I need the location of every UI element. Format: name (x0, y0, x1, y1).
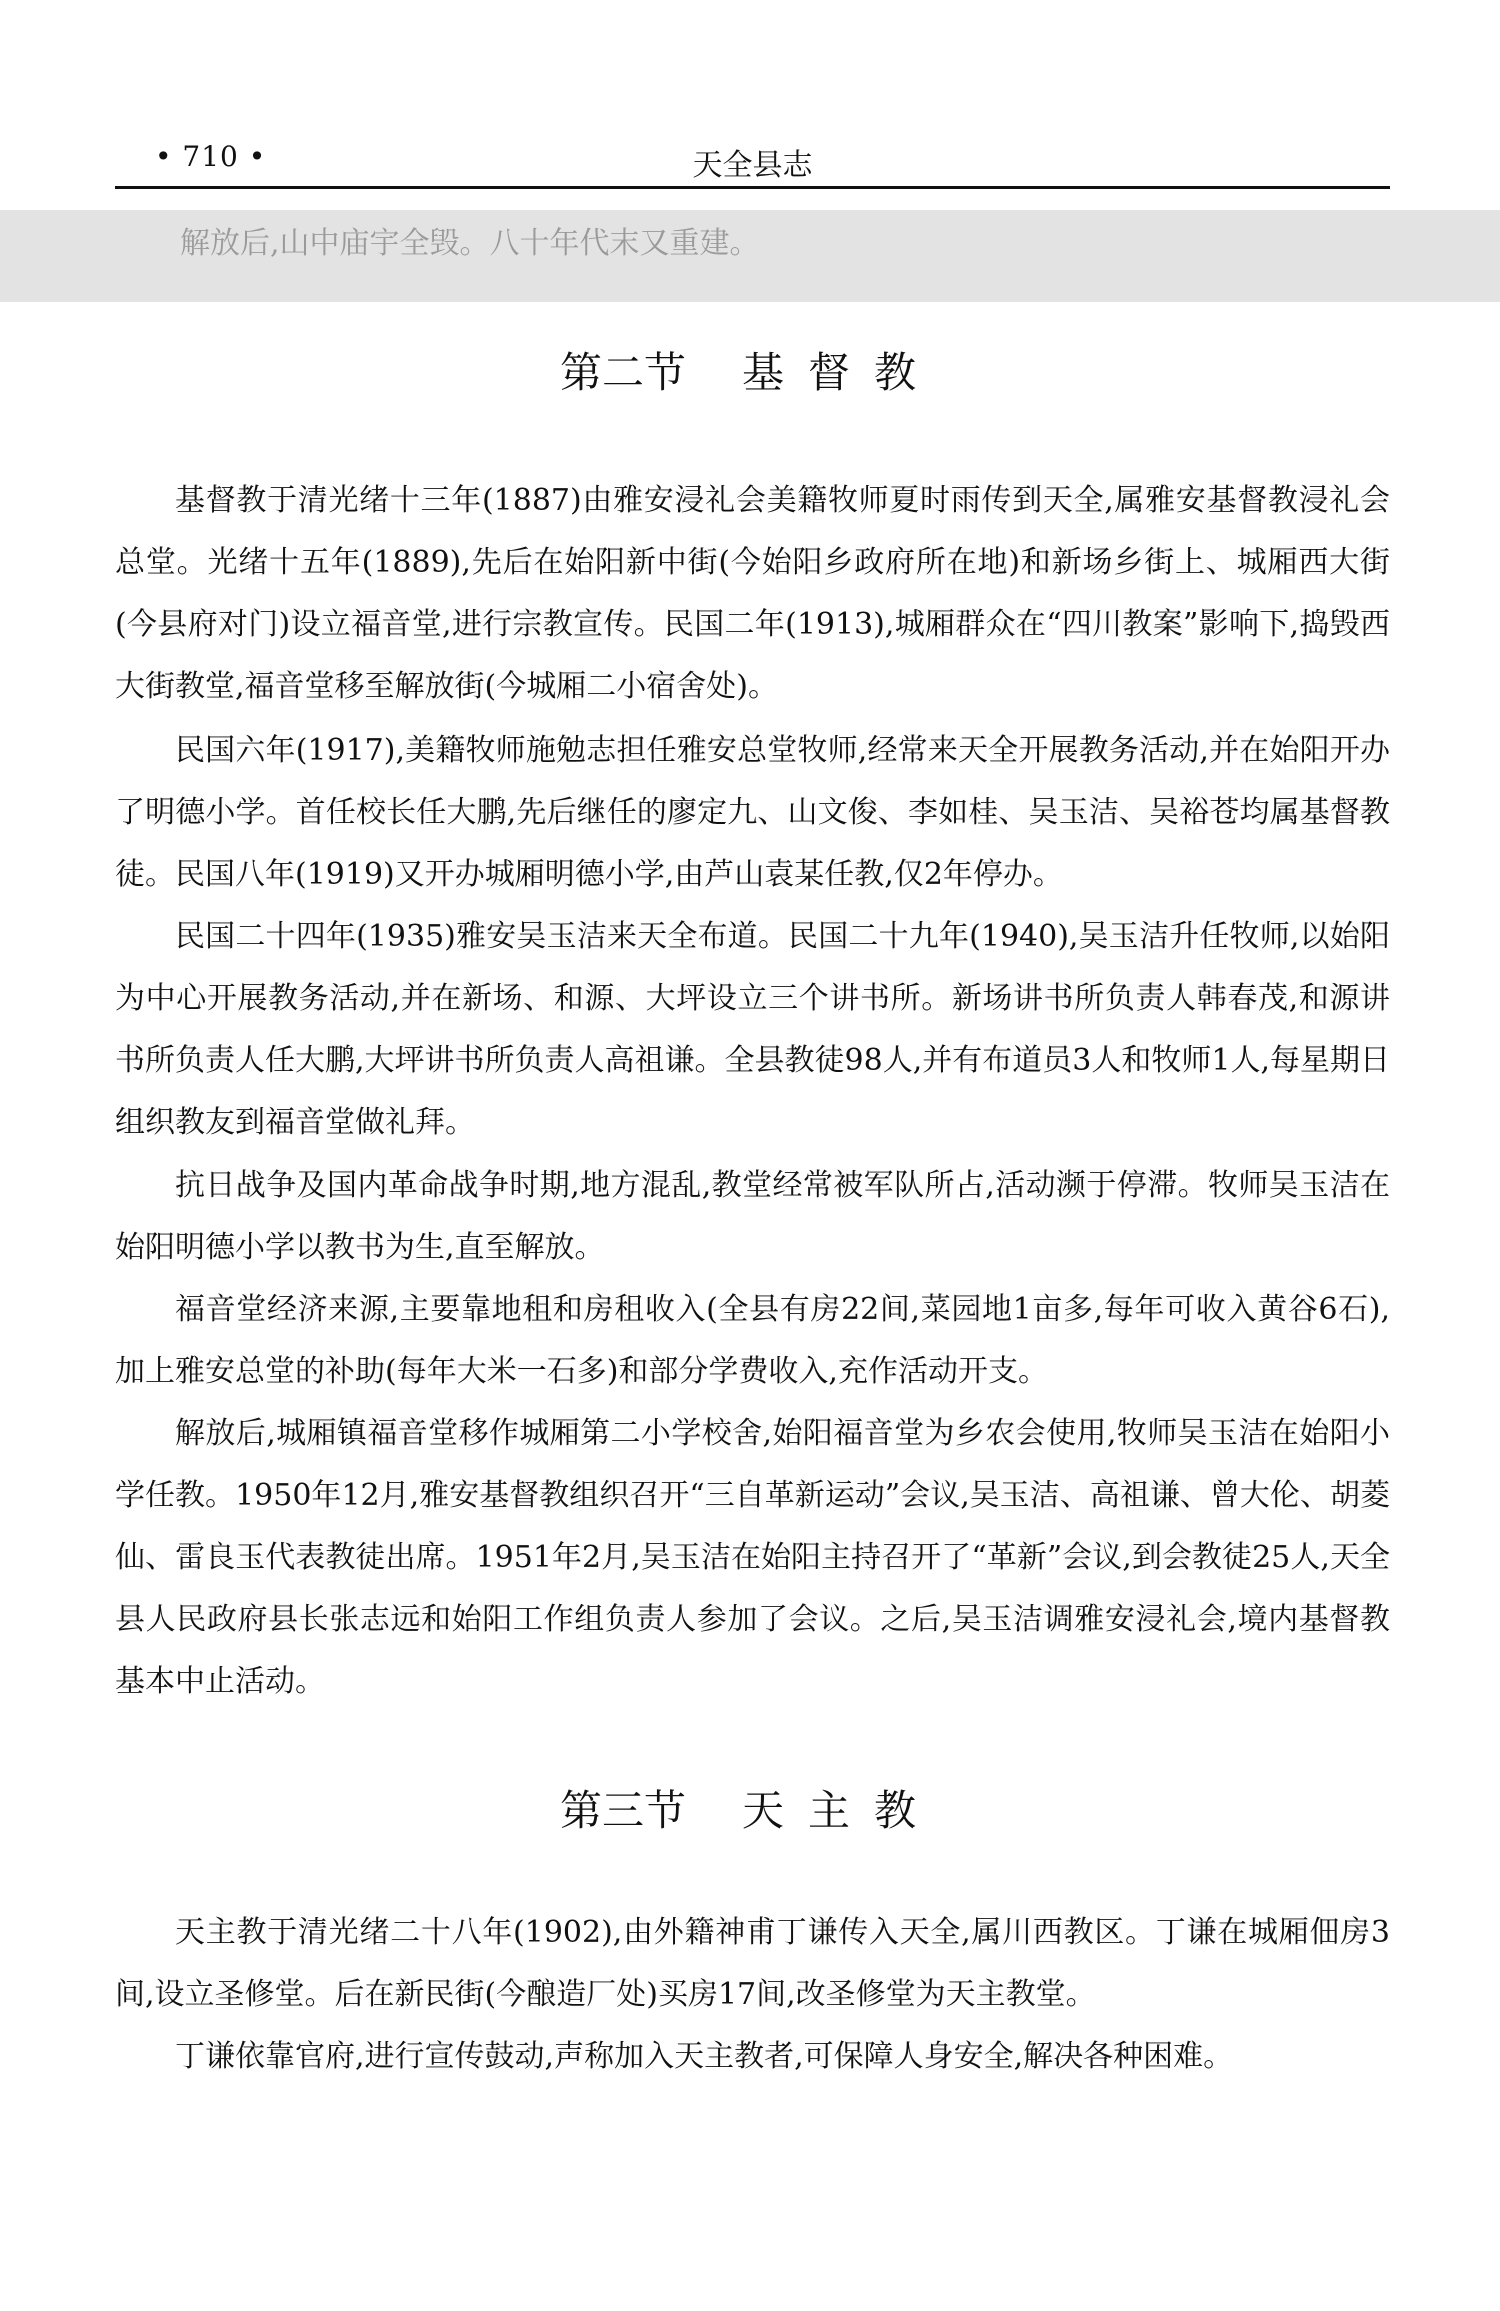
paragraph: 民国二十四年(1935)雅安吴玉洁来天全布道。民国二十九年(1940),吴玉洁升任牧师,以始阳为中心开展教务活动,并在新场、和源、大坪设立三个讲书所。新场讲书所负责人韩春茂,和源讲书所负责人任大鹏,大坪讲书所负责人高祖谦。全县教徒98人,并有布道员3人和牧师1人,每星期日组织教友到福音堂做礼拜。 (115, 919, 1390, 1140)
paragraph: 抗日战争及国内革命战争时期,地方混乱,教堂经常被军队所占,活动濒于停滞。牧师吴玉洁在始阳明德小学以教书为生,直至解放。 (115, 1168, 1390, 1265)
section-number: 第三节 (559, 1786, 686, 1835)
paragraph: 解放后,城厢镇福音堂移作城厢第二小学校舍,始阳福音堂为乡农会使用,牧师吴玉洁在始阳小学任教。1950年12月,雅安基督教组织召开“三自革新运动”会议,吴玉洁、高祖谦、曾大伦、胡菱仙、雷良玉代表教徒出席。1951年2月,吴玉洁在始阳主持召开了“革新”会议,到会教徒25人,天全县人民政府县长张志远和始阳工作组负责人参加了会议。之后,吴玉洁调雅安浸礼会,境内基督教基本中止活动。 (115, 1416, 1390, 1699)
section-title: 天主教 (742, 1786, 941, 1835)
paragraph: 福音堂经济来源,主要靠地租和房租收入(全县有房22间,菜园地1亩多,每年可收入黄谷6石),加上雅安总堂的补助(每年大米一石多)和部分学费收入,充作活动开支。 (115, 1292, 1390, 1389)
page-number: • 710 • (155, 140, 267, 173)
paragraph: 天主教于清光绪二十八年(1902),由外籍神甫丁谦传入天全,属川西教区。丁谦在城厢佃房3间,设立圣修堂。后在新民街(今酿造厂处)买房17间,改圣修堂为天主教堂。 (115, 1915, 1390, 2012)
section-heading-catholicism (0, 1778, 1500, 1838)
section-number: 第二节 (559, 348, 686, 397)
previous-page-text: 解放后,山中庙宇全毁。八十年代末又重建。 (180, 226, 760, 261)
page-header (115, 140, 1390, 183)
section-heading-christianity (0, 340, 1500, 400)
paragraph: 基督教于清光绪十三年(1887)由雅安浸礼会美籍牧师夏时雨传到天全,属雅安基督教浸礼会总堂。光绪十五年(1889),先后在始阳新中街(今始阳乡政府所在地)和新场乡街上、城厢西大街(今县府对门)设立福音堂,进行宗教宣传。民国二年(1913),城厢群众在“四川教案”影响下,捣毁西大街教堂,福音堂移至解放街(今城厢二小宿舍处)。 (115, 483, 1390, 704)
paragraph: 民国六年(1917),美籍牧师施勉志担任雅安总堂牧师,经常来天全开展教务活动,并在始阳开办了明德小学。首任校长任大鹏,先后继任的廖定九、山文俊、李如桂、吴玉洁、吴裕苍均属基督教徒。民国八年(1919)又开办城厢明德小学,由芦山袁某任教,仅2年停办。 (115, 733, 1390, 892)
header-rule (115, 186, 1390, 189)
running-title: 天全县志 (692, 148, 813, 183)
section-title: 基督教 (742, 348, 941, 397)
paragraph: 丁谦依靠官府,进行宣传鼓动,声称加入天主教者,可保障人身安全,解决各种困难。 (175, 2039, 1234, 2074)
